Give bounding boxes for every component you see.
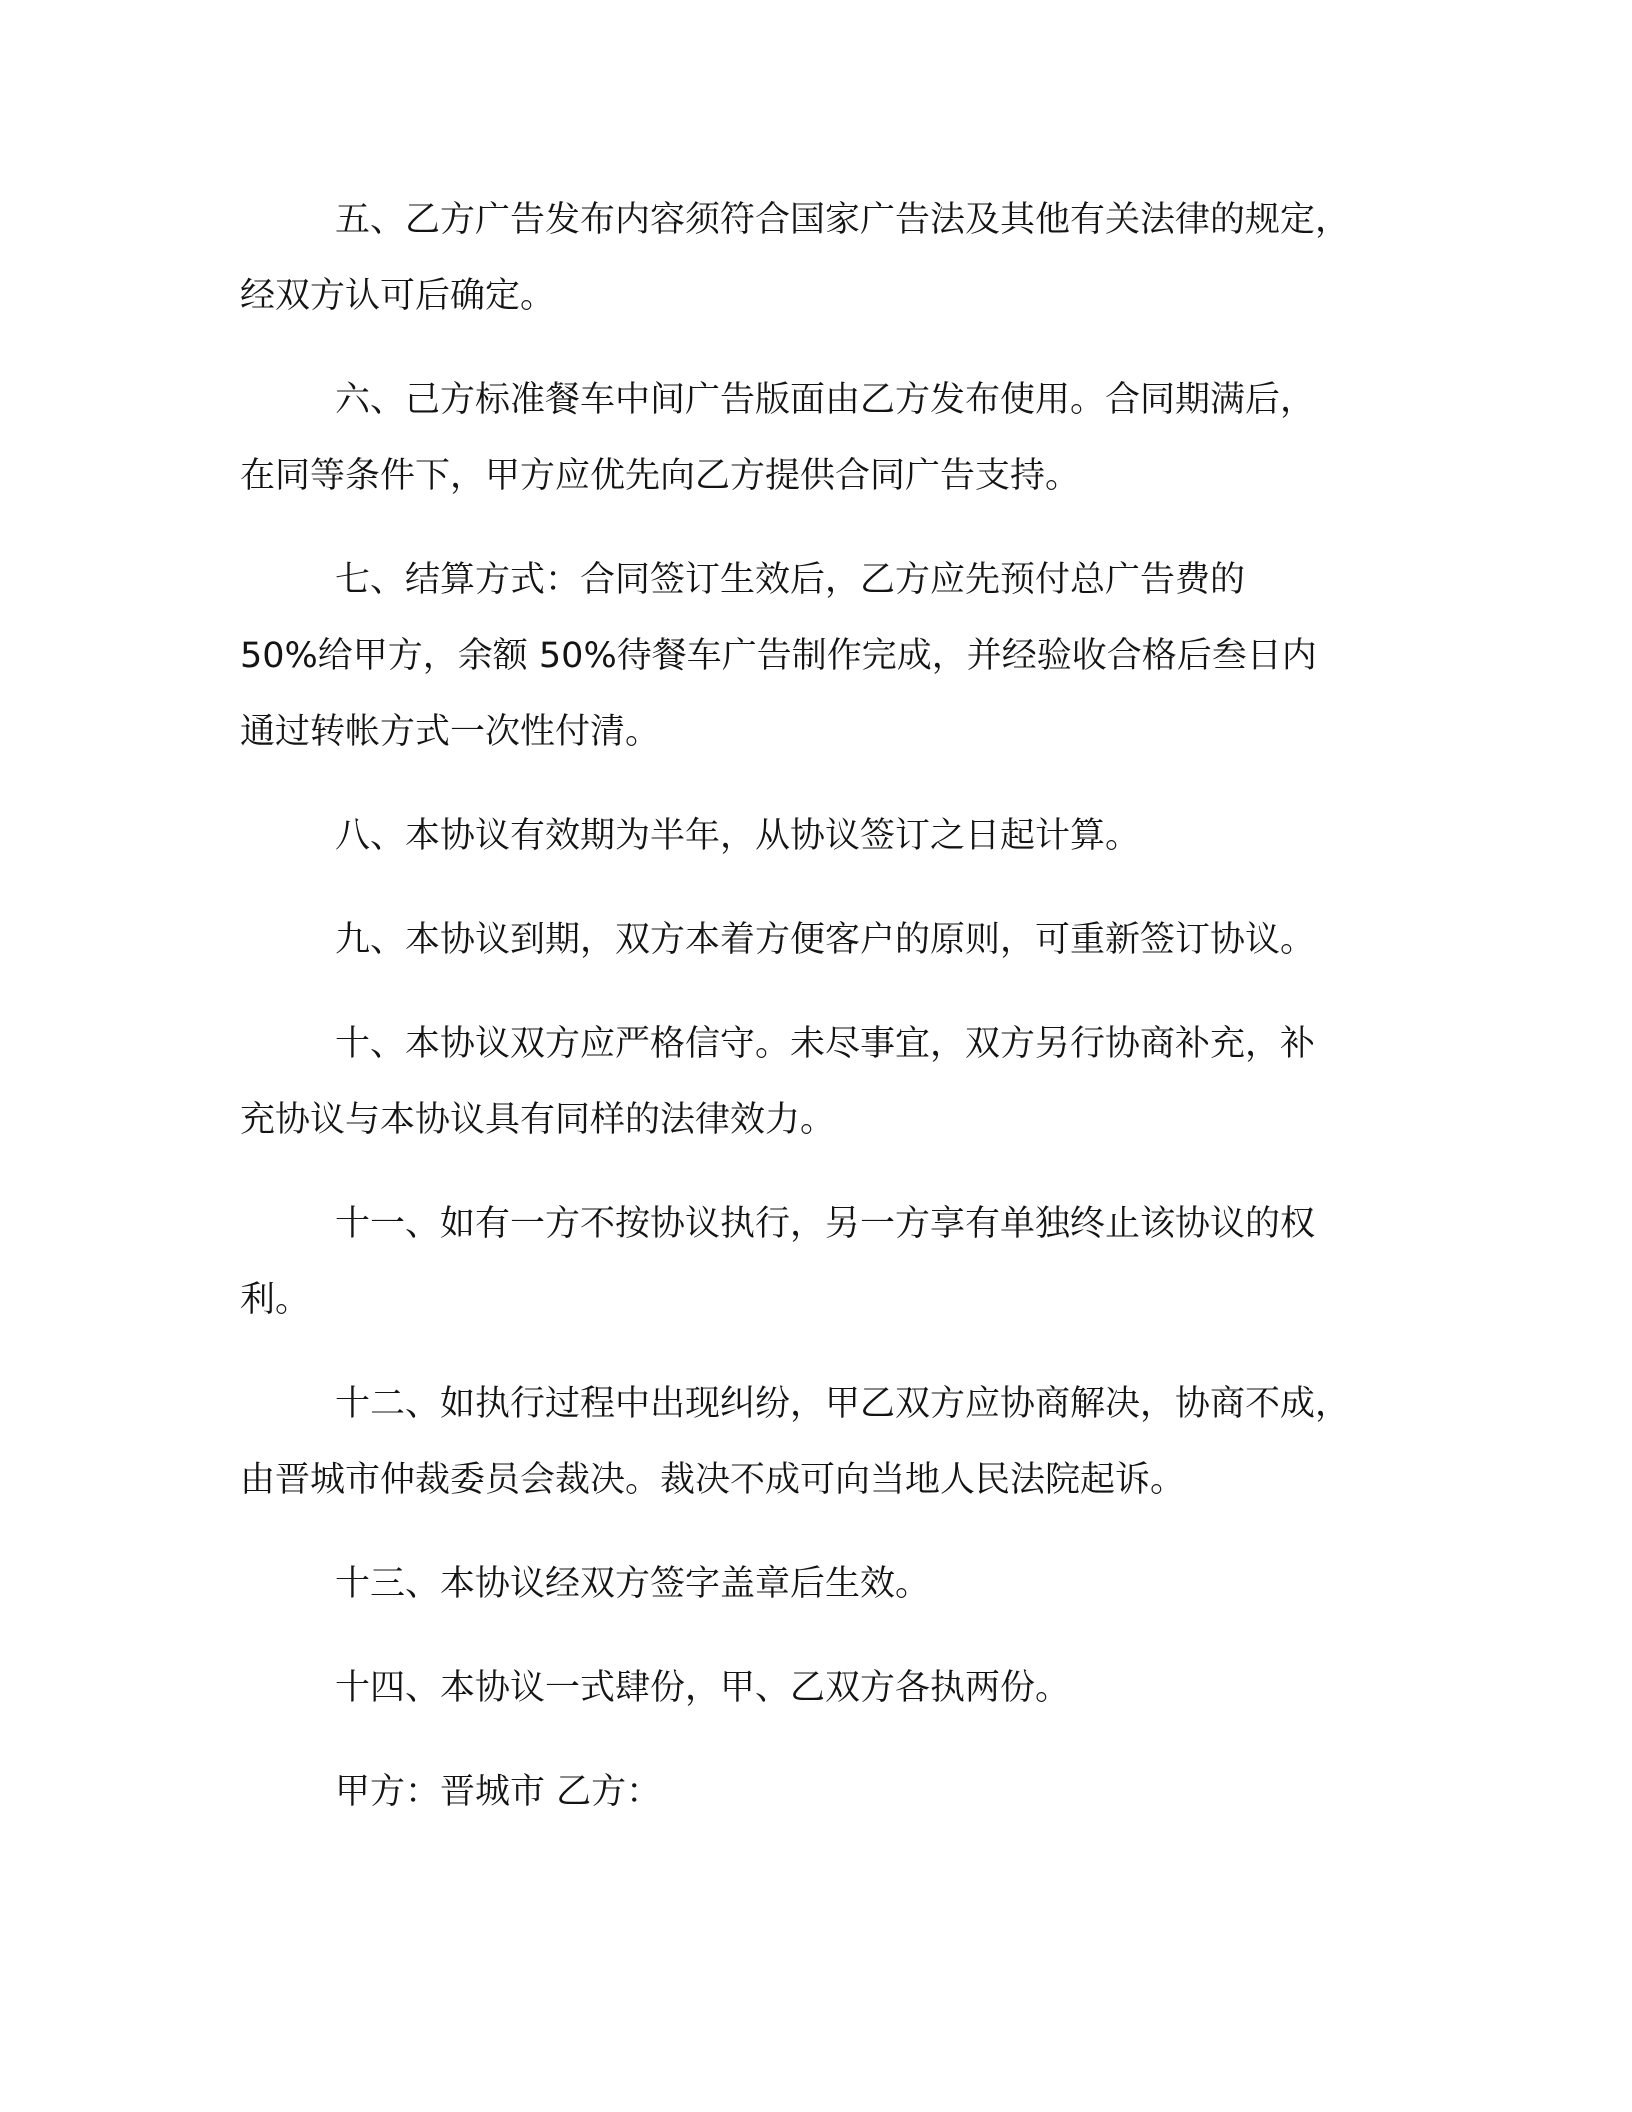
clause-eight	[240, 798, 1400, 874]
clause-line: 十二、如执行过程中出现纠纷，甲乙双方应协商解决，协商不成，	[335, 1384, 1351, 1424]
clause-eleven	[240, 1186, 1400, 1338]
clause-line: 十、本协议双方应严格信守。未尽事宜，双方另行协商补充，补	[335, 1024, 1316, 1064]
clause-line: 在同等条件下，甲方应优先向乙方提供合同广告支持。	[240, 456, 1081, 496]
clause-seven	[240, 542, 1400, 770]
clause-line: 充协议与本协议具有同样的法律效力。	[240, 1100, 836, 1140]
clause-line: 50%给甲方，余额 50%待餐车广告制作完成，并经验收合格后叁日内	[240, 636, 1317, 676]
clause-thirteen	[240, 1546, 1400, 1622]
clause-line: 十一、如有一方不按协议执行，另一方享有单独终止该协议的权	[335, 1204, 1316, 1244]
clause-line: 通过转帐方式一次性付清。	[240, 712, 661, 752]
document-body	[240, 182, 1400, 1858]
signature-line	[240, 1754, 1400, 1830]
clause-nine	[240, 902, 1400, 978]
clause-ten	[240, 1006, 1400, 1158]
clause-line: 十四、本协议一式肆份，甲、乙双方各执两份。	[335, 1668, 1071, 1708]
clause-line: 七、结算方式：合同签订生效后，乙方应先预付总广告费的	[335, 560, 1246, 600]
clause-twelve	[240, 1366, 1400, 1518]
clause-line: 由晋城市仲裁委员会裁决。裁决不成可向当地人民法院起诉。	[240, 1460, 1186, 1500]
clause-line: 五、乙方广告发布内容须符合国家广告法及其他有关法律的规定，	[335, 200, 1351, 240]
clause-line: 六、己方标准餐车中间广告版面由乙方发布使用。合同期满后，	[335, 380, 1316, 420]
clause-line: 八、本协议有效期为半年，从协议签订之日起计算。	[335, 816, 1141, 856]
clause-five	[240, 182, 1400, 334]
clause-line: 利。	[240, 1280, 311, 1320]
clause-line: 十三、本协议经双方签字盖章后生效。	[335, 1564, 931, 1604]
clause-fourteen	[240, 1650, 1400, 1726]
clause-line: 经双方认可后确定。	[240, 276, 556, 316]
clause-six	[240, 362, 1400, 514]
signature-text: 甲方：晋城市 乙方：	[335, 1772, 662, 1812]
clause-line: 九、本协议到期，双方本着方便客户的原则，可重新签订协议。	[335, 920, 1316, 960]
